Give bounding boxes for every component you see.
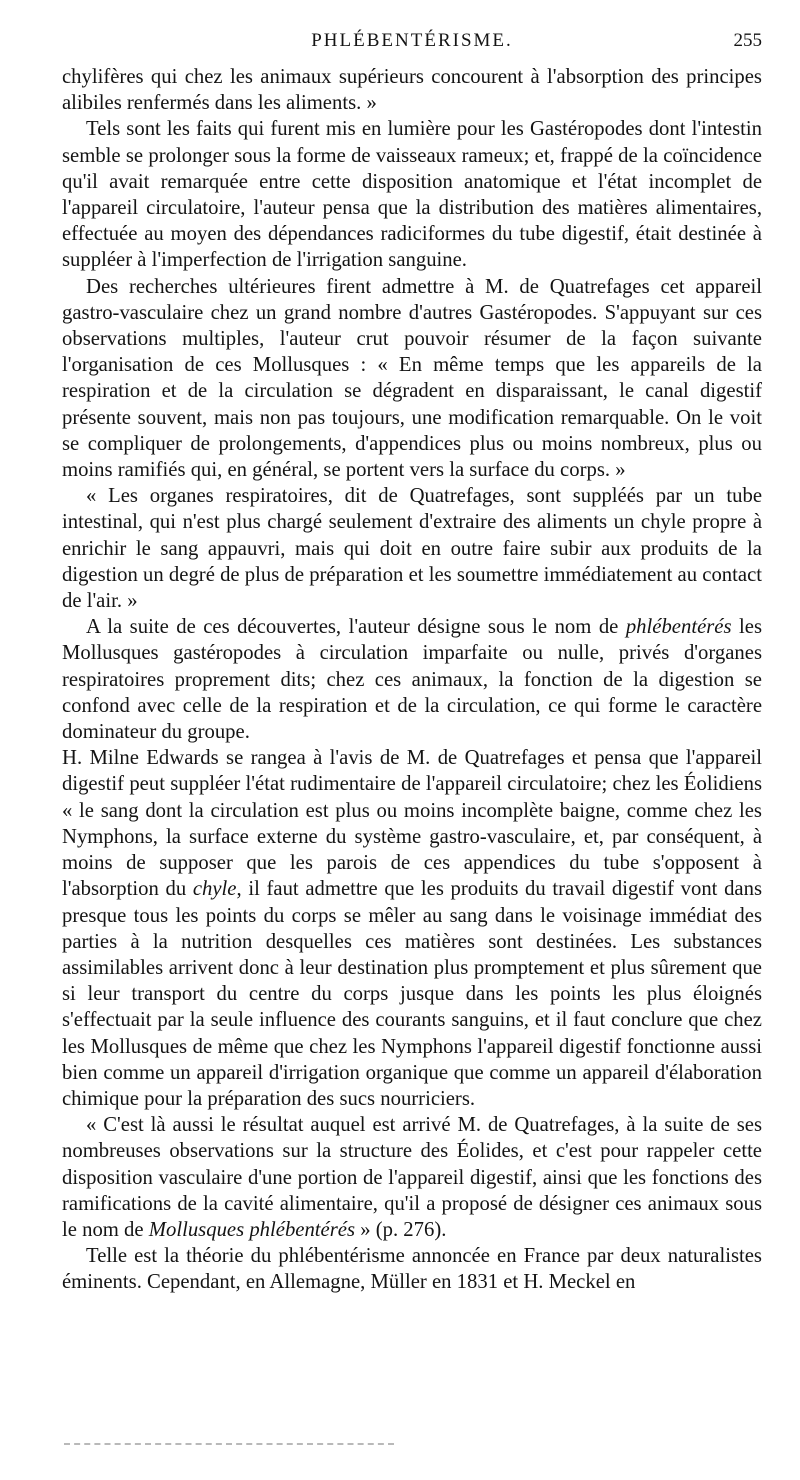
paragraph-theorie <box>62 1243 762 1295</box>
paragraph-milne-edwards <box>62 745 762 1112</box>
paragraph-text-after: » (p. 276). <box>355 1218 447 1241</box>
paragraph-text-before: A la suite de ces découvertes, l'auteur désigne sous le nom de <box>86 616 626 639</box>
paragraph-text-before: « C'est là aussi le résultat auquel est arrivé M. de Quatrefages, à la suite de ses nombreuses observations sur la structure des Éolides, et c'est pour rappeler cette disposition vasculaire d'une portion de l'appareil digestif, ainsi que les fonctions des ramifications de la cavité alimentaire, qu'il a proposé de désigner ces animaux sous le nom de <box>62 1114 762 1241</box>
running-title: PHLÉBENTÉRISME. <box>311 30 513 51</box>
paragraph-text: Telle est la théorie du phlébentérisme annoncée en France par deux naturalistes éminents. Cependant, en Allemagne, Müller en 1831 et H. Meckel en <box>62 1245 762 1294</box>
italic-term: phlébentérés <box>625 616 732 639</box>
page-header <box>62 30 762 54</box>
paragraph-recherches <box>62 274 762 484</box>
italic-term: chyle <box>192 878 237 901</box>
paragraph-continuation <box>62 64 762 116</box>
paragraph-text-after: , il faut admettre que les produits du travail digestif vont dans presque tous les points du corps se mêler au sang dans le voisinage immédiat des parties à la nutrition desquelles ces matières sont destinées. Les substances assimilables arrivent donc à leur destination plus promptement et plus sûrement que si leur transport du centre du corps jusque dans les points les plus éloignés s'effectuait par la seule influence des courants sanguins, et il faut conclure que chez les Mollusques de même que chez les Nymphons l'appareil digestif fonctionne aussi bien comme un appareil d'irrigation organique que comme un appareil d'élaboration chimique pour la préparation des sucs nourriciers. <box>62 878 762 1110</box>
paragraph-text: chylifères qui chez les animaux supérieurs concourent à l'absorption des principes alibiles renfermés dans les aliments. » <box>62 66 762 115</box>
paragraph-text: Des recherches ultérieures firent admettre à M. de Quatrefages cet appareil gastro-vasculaire chez un grand nombre d'autres Gastéropodes. S'appuyant sur ces observations multiples, l'auteur crut pouvoir résumer de la façon suivante l'organisation de ces Mollusques : « En même temps que les appareils de la respiration et de la circulation se dégradent en disparaissant, le canal digestif présente souvent, mais non pas toujours, une modification remarquable. On le voit se compliquer de prolongements, d'appendices plus ou moins nombreux, plus ou moins ramifiés qui, en général, se portent vers la surface du corps. » <box>62 275 762 482</box>
paragraph-phlebenteres <box>62 614 762 745</box>
paragraph-organes-respiratoires <box>62 483 762 614</box>
paragraph-gasteropodes <box>62 116 762 273</box>
paragraph-text-after: les Mollusques gastéropodes à circulation imparfaite ou nulle, privés d'organes respiratoires proprement dits; chez ces animaux, la fonction de la digestion se confond avec celle de la respiration et de la circulation, ce qui forme le caractère dominateur du groupe. <box>62 616 762 744</box>
page-number: 255 <box>733 30 762 51</box>
paragraph-text: Tels sont les faits qui furent mis en lumière pour les Gastéropodes dont l'intestin semble se prolonger sous la forme de vaisseaux rameux; et, frappé de la coïncidence qu'il avait remarquée entre cette disposition anatomique et l'état incomplet de l'appareil circulatoire, l'auteur pensa que la distribution des matières alimentaires, effectuée au moyen des dépendances radiciformes du tube digestif, était destinée à suppléer à l'imperfection de l'irrigation sanguine. <box>62 118 762 272</box>
body-text <box>62 64 762 1296</box>
italic-term: Mollusques phlébentérés <box>148 1218 356 1241</box>
footer-rule <box>64 1443 394 1445</box>
paragraph-quote-eolides <box>62 1112 762 1243</box>
paragraph-text: « Les organes respiratoires, dit de Quatrefages, sont suppléés par un tube intestinal, qui n'est plus chargé seulement d'extraire des aliments un chyle propre à enrichir le sang appauvri, mais qui doit en outre faire subir aux produits de la digestion un degré de plus de préparation et les soumettre immédiatement au contact de l'air. » <box>62 485 762 613</box>
paragraph-text-before: H. Milne Edwards se rangea à l'avis de M. de Quatrefages et pensa que l'appareil digestif peut suppléer l'état rudimentaire de l'appareil circulatoire; chez les Éolidiens « le sang dont la circulation est plus ou moins incomplète baigne, comme chez les Nymphons, la surface externe du système gastro-vasculaire, et, par conséquent, à moins de supposer que les parois de ces appendices du tube s'opposent à l'absorption du <box>62 747 762 901</box>
